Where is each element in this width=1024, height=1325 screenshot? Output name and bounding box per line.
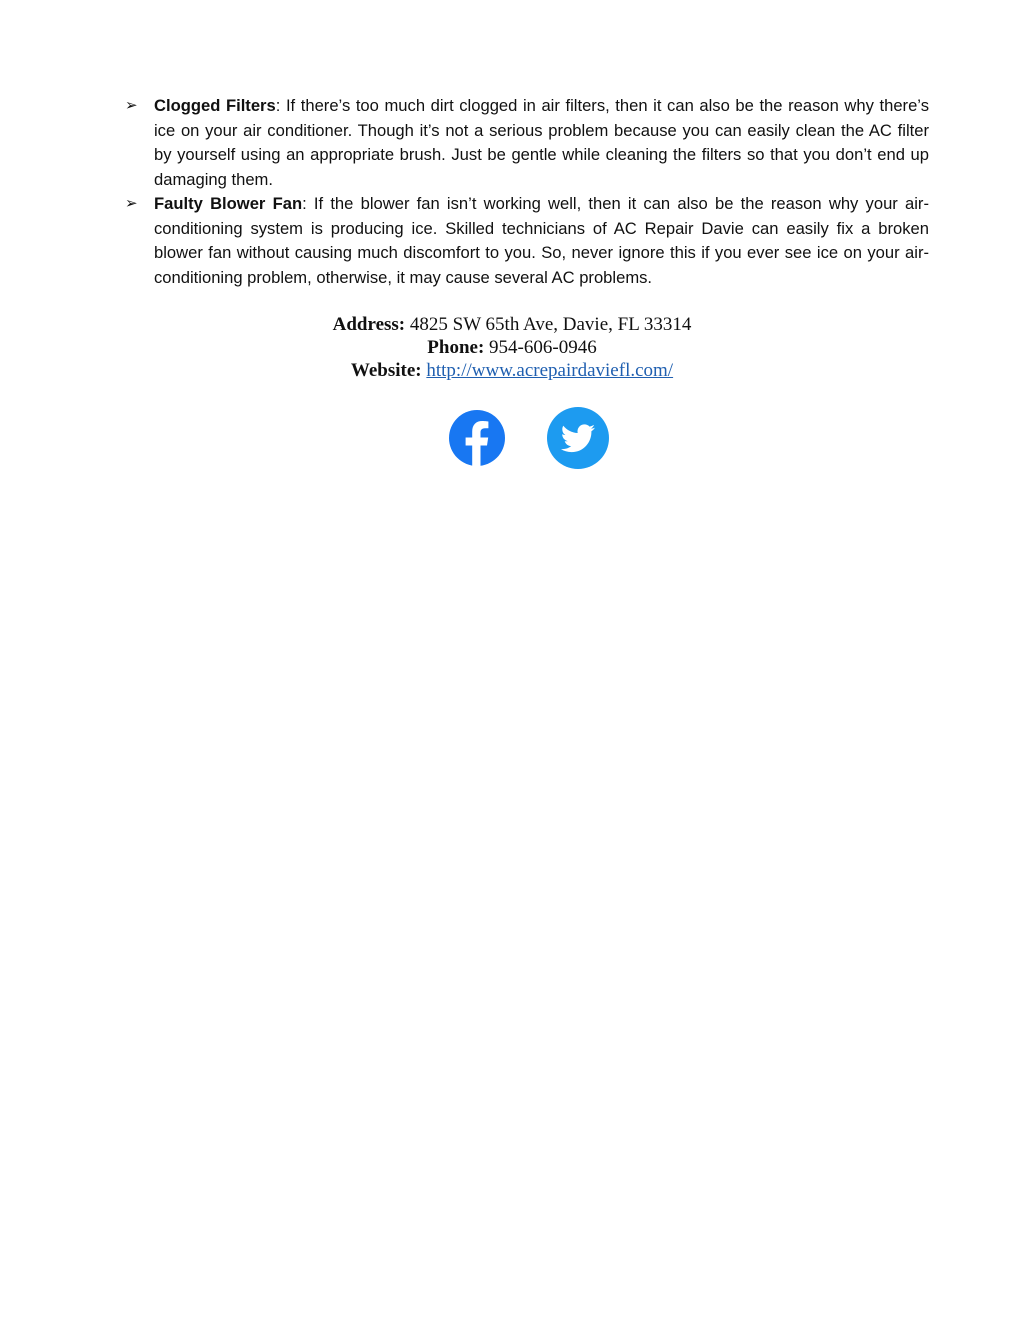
phone-label: Phone: <box>427 337 485 358</box>
bullet-item-clogged-filters <box>125 94 929 192</box>
twitter-icon[interactable] <box>546 406 610 470</box>
phone-line <box>0 336 1024 359</box>
arrow-bullet-icon: ➢ <box>125 97 138 114</box>
social-icons <box>0 406 1024 472</box>
website-link[interactable]: http://www.acrepairdaviefl.com/ <box>426 360 674 381</box>
address-value: 4825 SW 65th Ave, Davie, FL 33314 <box>405 314 692 335</box>
address-label: Address: <box>332 314 406 335</box>
website-label: Website: <box>350 360 422 381</box>
phone-value: 954-606-0946 <box>484 337 597 358</box>
facebook-icon[interactable] <box>445 406 509 470</box>
bullet-title: Faulty Blower Fan <box>154 194 303 213</box>
bullet-text: : If the blower fan isn’t working well, then it can also be the reason why your air-conditioning system is producing ice. Skilled technicians of AC Repair Davie can easily fix a broken blower fan without causing much discomfort to you. So, never ignore this if you ever see ice on your air-conditioning problem, otherwise, it may cause several AC problems. <box>154 194 929 287</box>
bullet-list <box>125 94 929 290</box>
bullet-title: Clogged Filters <box>154 96 276 115</box>
bullet-text: : If there’s too much dirt clogged in air filters, then it can also be the reason why there’s ice on your air conditioner. Though it’s not a serious problem because you can easily clean the AC filter by yourself using an appropriate brush. Just be gentle while cleaning the filters so that you don’t end up damaging them. <box>154 96 929 189</box>
bullet-item-faulty-blower-fan <box>125 192 929 290</box>
contact-block <box>0 313 1024 382</box>
arrow-bullet-icon: ➢ <box>125 195 138 212</box>
website-line <box>0 359 1024 382</box>
address-line <box>0 313 1024 336</box>
